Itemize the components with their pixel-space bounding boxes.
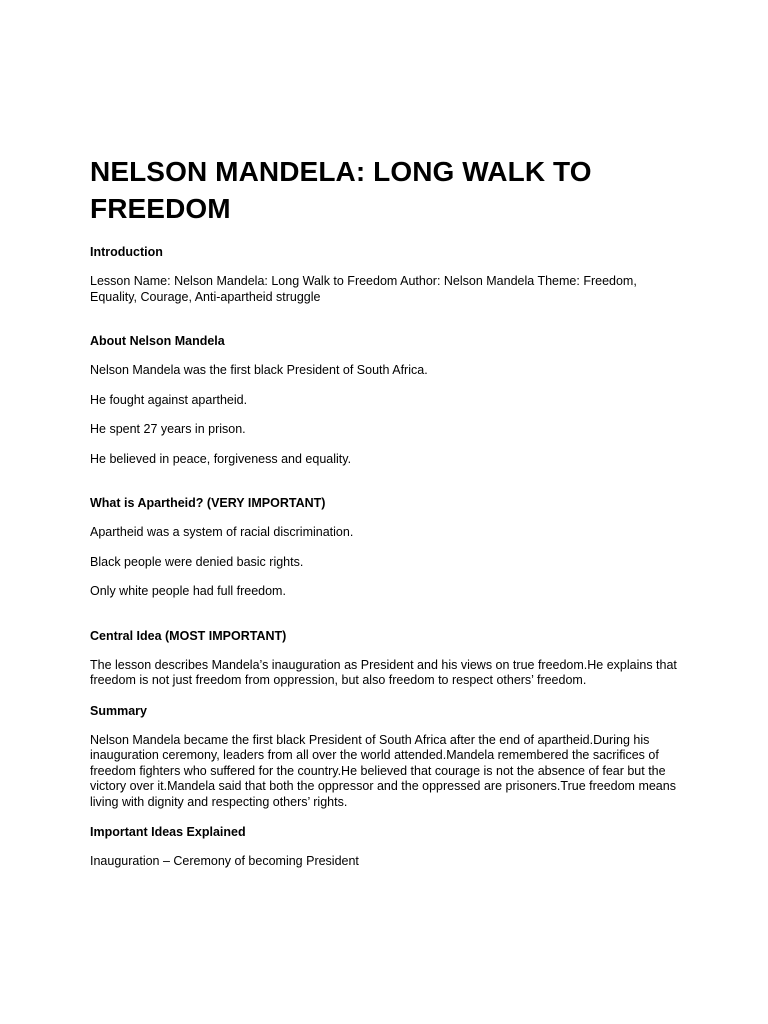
- paragraph: He fought against apartheid.: [90, 392, 248, 407]
- paragraph: He believed in peace, forgiveness and equality.: [90, 451, 352, 466]
- spacer: [90, 614, 680, 628]
- section-heading: Summary: [90, 703, 147, 718]
- section-heading: What is Apartheid? (VERY IMPORTANT): [90, 496, 326, 510]
- section-heading: Important Ideas Explained: [90, 825, 246, 839]
- section-what-is-apartheid: [90, 495, 680, 600]
- section-central-idea: [90, 628, 680, 689]
- paragraph: Black people were denied basic rights.: [90, 554, 304, 569]
- document-page: [90, 153, 680, 884]
- document-title: NELSON MANDELA: LONG WALK TO FREEDOM: [90, 156, 592, 224]
- paragraph: Apartheid was a system of racial discrimination.: [90, 525, 354, 539]
- paragraph: Nelson Mandela was the first black President of South Africa.: [90, 363, 428, 377]
- paragraph: Nelson Mandela became the first black President of South Africa after the end of apartheid.During his inauguration ceremony, leaders from all over the world attended.Mandela remembered the sacrifices of freedom fighters who suffered for the country.He believed that courage is not the absence of fear but the victory over it.Mandela said that both the oppressor and the oppressed are prisoners.True freedom means living with dignity and respecting others’ rights.: [90, 732, 676, 809]
- paragraph: He spent 27 years in prison.: [90, 422, 246, 436]
- section-introduction: [90, 244, 680, 305]
- paragraph: Lesson Name: Nelson Mandela: Long Walk to Freedom Author: Nelson Mandela Theme: Freedom, Equality, Courage, Anti-apartheid struggle: [90, 274, 637, 304]
- paragraph: The lesson describes Mandela’s inauguration as President and his views on true freedom.He explains that freedom is not just freedom from oppression, but also freedom to respect others’ freedom.: [90, 657, 677, 687]
- paragraph: Only white people had full freedom.: [90, 584, 286, 598]
- spacer: [90, 319, 680, 333]
- spacer: [90, 481, 680, 495]
- paragraph: Inauguration – Ceremony of becoming President: [90, 854, 359, 868]
- section-summary: [90, 703, 680, 811]
- section-heading: About Nelson Mandela: [90, 334, 225, 348]
- section-about-nelson-mandela: [90, 333, 680, 467]
- section-important-ideas: [90, 824, 680, 870]
- section-heading: Introduction: [90, 245, 163, 259]
- section-heading: Central Idea (MOST IMPORTANT): [90, 628, 287, 643]
